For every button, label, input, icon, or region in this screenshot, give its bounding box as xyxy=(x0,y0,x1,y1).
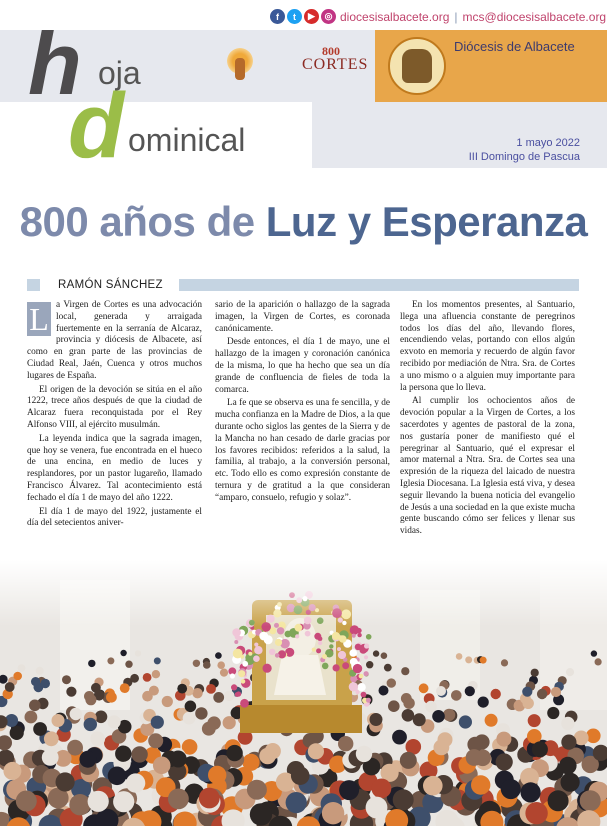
logo-letter-d: d xyxy=(68,75,125,177)
social-icons xyxy=(270,9,336,24)
diocese-seal-icon xyxy=(388,37,446,95)
logo-word-ominical: ominical xyxy=(128,122,246,158)
link-separator: | xyxy=(454,10,458,24)
procession-photo xyxy=(0,560,607,826)
title-part-1: 800 años de xyxy=(19,198,255,245)
cortes-number: 800 xyxy=(322,44,340,58)
diocese-name: Diócesis de Albacete xyxy=(454,39,575,54)
drop-cap: L xyxy=(27,302,51,336)
paragraph: Desde entonces, el día 1 de mayo, une el hallazgo de la imagen y coronación canónica de la misma, lo que ha hecho que sea un día grande de confluencia de fieles de toda la comarca. xyxy=(215,337,390,395)
paragraph: Al cumplir los ochocientos años de devoción popular a la Virgen de Cortes, a los sacerdotes y agentes de pastoral de la zona, nos gustaría poner de manifiesto qué el peregrinar al Santuario, qué el expresar el amor maternal a Ntra. Sra. de Cortes sea una expresión de la riqueza del laicado de nuestra Iglesia Diocesana. La Iglesia está viva, y desea seguir llevando la buena noticia del evangelio de Jesús a una sociedad en la que existe mucha gente buscando cómo ser felices y llenar sus vidas. xyxy=(400,396,575,537)
article-column-1 xyxy=(27,300,202,532)
liturgical-day: III Domingo de Pascua xyxy=(468,151,580,164)
twitter-icon[interactable]: t xyxy=(287,9,302,24)
paragraph: El origen de la devoción se sitúa en el año 1222, trece años después de que la ciudad de Alcaraz fuera reconquistada por el Rey Alfonso VIII, al ejército musulmán. xyxy=(27,384,202,430)
email-link[interactable]: mcs@diocesisalbacete.org xyxy=(462,10,607,24)
article-title xyxy=(0,198,607,246)
title-part-2: Luz y Esperanza xyxy=(265,198,588,245)
logo-letter-h: h xyxy=(28,14,82,113)
issue-date xyxy=(469,136,580,165)
procession-image xyxy=(0,560,607,826)
paragraph: La leyenda indica que la sagrada imagen, que hoy se venera, fue encontrada en el hueco de una encina, en medio de luces y resplandores, por un pastor lugareño, llamado Francisco Álvarez. Tal acontecimiento está fechado el día 1 de mayo del año 1222. xyxy=(27,433,202,503)
cortes-800-logo xyxy=(298,44,368,84)
facebook-icon[interactable]: f xyxy=(270,9,285,24)
youtube-icon[interactable]: ▶ xyxy=(304,9,319,24)
article-column-2 xyxy=(215,300,390,507)
paragraph: sario de la aparición o hallazgo de la sagrada imagen, la Virgen de Cortes, es coronada canónicamente. xyxy=(215,300,390,334)
jubilee-logo-icon xyxy=(221,44,263,84)
paragraph: En los momentos presentes, al Santuario, llega una afluencia constante de peregrinos todos los días del año, llevando flores, encendiendo velas, portando con ellos algún exvoto en memoria y recuerdo de algún favor recibido por mediación de Ntra. Sra. de Cortes a uno mismo o a alguien muy importante para la persona que lo lleva. xyxy=(400,300,575,393)
paragraph: La fe que se observa es una fe sencilla, y de mucha confianza en la Madre de Dios, a la que durante ocho siglos las gentes de la Sierra y de la Mancha no han cesado de darle gracias por los favores recibidos: referidos a la salud, la familia, al trabajo, a la conversión personal, etc. Todo ello es como expresión constante de ternura y de gratitud a la que consideran “amparo, consuelo, refugio y solaz”. xyxy=(215,398,390,503)
paragraph: L a Virgen de Cortes es una advocación local, generada y arraigada fuertemente en la serranía de Alcaraz, provincia y diócesis de Albacete, así como en gran parte de las provincias de Ciudad Real, Jaén, Cuenca y otros muchos lugares de España. xyxy=(27,300,202,381)
top-bar xyxy=(0,0,607,30)
paragraph: El día 1 de mayo del 1922, justamente el día del setecientos aniver- xyxy=(27,506,202,529)
instagram-icon[interactable]: ◎ xyxy=(321,9,336,24)
author-name: RAMÓN SÁNCHEZ xyxy=(58,279,163,291)
site-link[interactable]: diocesisalbacete.org xyxy=(340,10,450,24)
logo-word-oja: oja xyxy=(98,55,141,91)
header-links xyxy=(340,10,606,24)
byline-marker xyxy=(27,279,40,291)
cortes-name: CORTES xyxy=(302,56,369,73)
date-line: 1 mayo 2022 xyxy=(516,137,580,149)
article-column-3 xyxy=(400,300,575,540)
byline-rule xyxy=(179,279,579,291)
